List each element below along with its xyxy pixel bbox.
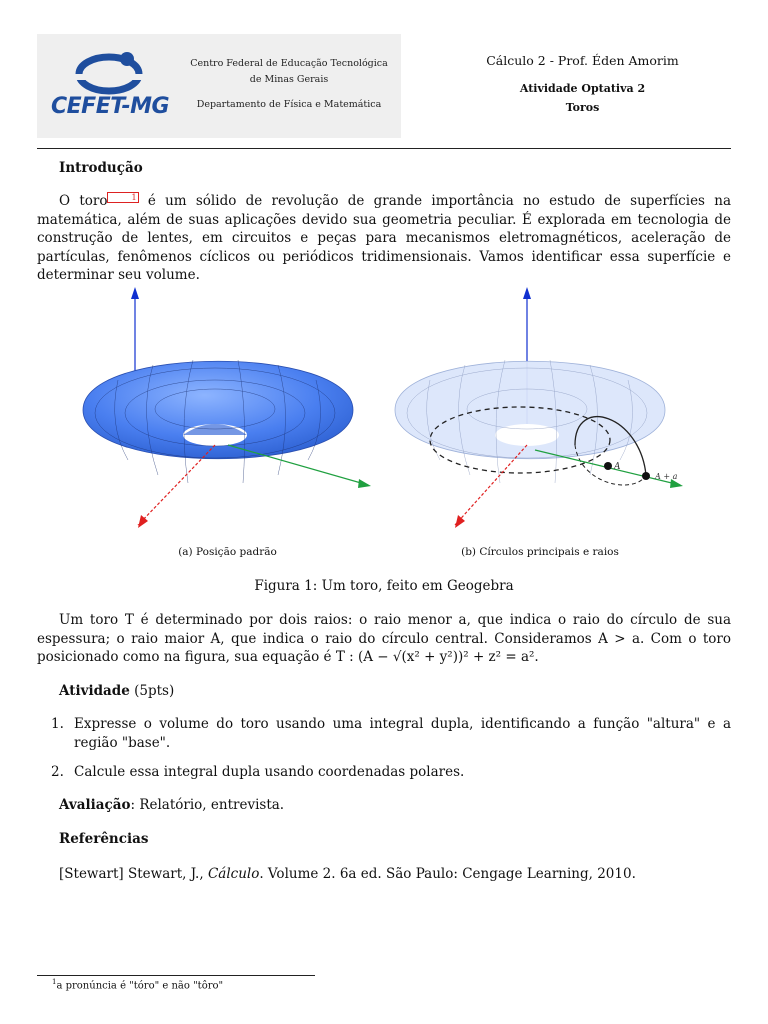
label-A-plus-a: A + a	[655, 472, 678, 481]
department: Departamento de Física e Matemática	[196, 99, 382, 110]
torus-definition-paragraph: Um toro T é determinado por dois raios: o raio menor a, que indica o raio do círculo de sua espessura; o raio maior A, que indica o raio do círculo central. Consideramos A > a. Com o toro posicionado como na figura, sua equação é T : (A − √(x² + y²))² + z² = a².	[37, 612, 731, 665]
logo-swoosh-icon	[51, 46, 171, 96]
torus-figure-a	[78, 285, 378, 535]
course-title: Cálculo 2 - Prof. Éden Amorim	[486, 53, 679, 68]
caption-a: (a) Posição padrão	[178, 546, 277, 558]
footnote-rule	[37, 975, 315, 976]
header-logo-box	[37, 34, 401, 138]
institution-line1: Centro Federal de Educação Tecnológica	[190, 58, 388, 69]
topic-title: Toros	[565, 101, 600, 114]
cefet-logo	[51, 46, 171, 126]
footnote-ref-link[interactable]: 1	[107, 192, 138, 203]
evaluation: Avaliação: Relatório, entrevista.	[59, 797, 285, 813]
caption-b: (b) Círculos principais e raios	[461, 546, 619, 558]
logo-text: CEFET-MG	[51, 94, 170, 119]
intro-paragraph: O toro 1 é um sólido de revolução de grande importância no estudo de superfícies na matemática, além de suas aplicações devido sua geometria peculiar. É explorada em tecnologia de construção de lentes, em circuitos e peças para mecanismos eletromagnéticos, aceleração de partículas, fenômenos cíclicos ou periódicos tridimensionais. Vamos identificar essa superfície e determinar seu volume.	[37, 193, 731, 283]
activity-title: Atividade Optativa 2	[519, 82, 646, 95]
activity-heading: Atividade (5pts)	[59, 683, 175, 699]
figure-caption: Figura 1: Um toro, feito em Geogebra	[254, 578, 514, 594]
header-rule	[37, 148, 731, 149]
reference-stewart: [Stewart] Stewart, J., Cálculo. Volume 2. 6a ed. São Paulo: Cengage Learning, 2010.	[59, 866, 636, 882]
footnote: $^1$a pronúncia é "tóro" e não "tôro"	[52, 978, 224, 992]
references-heading: Referências	[59, 831, 149, 847]
label-A: A	[614, 462, 621, 472]
institution-line2: de Minas Gerais	[249, 74, 329, 85]
intro-heading: Introdução	[59, 160, 143, 176]
torus-figure-b	[390, 285, 690, 535]
